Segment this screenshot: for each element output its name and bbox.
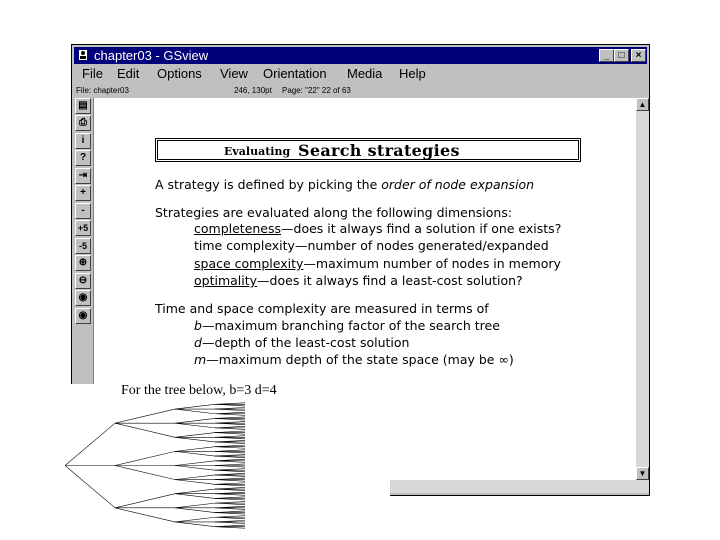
- maximize-button[interactable]: □: [614, 49, 629, 62]
- tree-edge: [175, 447, 215, 452]
- menu-help[interactable]: Help: [399, 66, 426, 81]
- measure-desc: —depth of the least-cost solution: [201, 335, 410, 350]
- slide-title-small: Evaluating: [224, 145, 291, 158]
- left-toolbar: [74, 98, 92, 328]
- status-file: File: chapter03: [76, 86, 129, 95]
- menu-media[interactable]: Media: [347, 66, 383, 81]
- tree-edge: [175, 423, 215, 428]
- tree-edge: [175, 522, 215, 527]
- find-next-icon[interactable]: ◉: [75, 308, 91, 324]
- zoom-out-icon[interactable]: ⊖: [75, 273, 91, 289]
- menu-edit[interactable]: Edit: [117, 66, 140, 81]
- dimension-item: [194, 238, 549, 254]
- tree-edge: [175, 409, 215, 414]
- dimension-desc: —does it always find a solution if one exists?: [281, 221, 562, 236]
- dimension-term: completeness: [194, 221, 282, 236]
- menu-bar: [74, 65, 647, 83]
- dimension-term: optimality: [194, 273, 258, 288]
- gsview-app-icon[interactable]: [77, 49, 89, 61]
- tree-edge: [175, 404, 215, 409]
- tree-edge: [175, 480, 215, 485]
- dimension-item: [194, 256, 561, 272]
- title-bar[interactable]: [74, 47, 647, 64]
- status-line: [76, 85, 646, 97]
- measure-item: [194, 335, 409, 351]
- scroll-up-icon[interactable]: ▲: [636, 98, 649, 111]
- tree-edge: [115, 451, 175, 465]
- tree-caption: For the tree below, b=3 d=4: [121, 383, 277, 398]
- print-icon[interactable]: ⎙: [75, 115, 91, 131]
- tree-edge: [175, 489, 215, 494]
- tree-edge: [65, 466, 115, 508]
- info-icon[interactable]: i: [75, 133, 91, 149]
- scroll-down-icon[interactable]: ▼: [636, 467, 649, 480]
- tree-edge: [115, 494, 175, 508]
- tree-edge: [175, 433, 215, 438]
- dimensions-intro: Strategies are evaluated along the following dimensions:: [155, 205, 513, 220]
- tree-edge: [175, 437, 215, 442]
- dimension-desc: —does it always find a least-cost solution?: [257, 273, 523, 288]
- minimize-button[interactable]: _: [599, 49, 614, 62]
- tree-edge: [115, 423, 175, 437]
- tree-edge: [175, 503, 215, 508]
- menu-options[interactable]: Options: [157, 66, 202, 81]
- measure-symbol: m: [194, 352, 207, 367]
- measure-symbol: b: [194, 318, 202, 333]
- menu-orientation[interactable]: Orientation: [263, 66, 327, 81]
- status-page: Page: "22" 22 of 63: [282, 86, 351, 95]
- node-expansion-term: order of node expansion: [381, 177, 535, 192]
- dimension-item: [194, 221, 561, 237]
- dimension-desc: —maximum number of nodes in memory: [303, 256, 561, 271]
- zoom-in-icon[interactable]: ⊕: [75, 255, 91, 271]
- tree-edge: [175, 475, 215, 480]
- tree-edge: [175, 508, 215, 513]
- dimension-item: [194, 273, 523, 289]
- tree-edge: [175, 461, 215, 466]
- close-button[interactable]: ×: [631, 49, 646, 62]
- vertical-scrollbar[interactable]: [636, 98, 649, 493]
- tree-edge: [175, 494, 215, 499]
- window-title: chapter03 - GSview: [94, 48, 209, 63]
- tree-edge: [175, 466, 215, 471]
- status-coords: 246, 130pt: [234, 86, 272, 95]
- strategy-definition: [155, 177, 534, 193]
- tree-edge: [115, 466, 175, 480]
- skip-forward-icon[interactable]: +5: [75, 220, 91, 236]
- open-icon[interactable]: ▤: [75, 98, 91, 114]
- measure-item: [194, 352, 514, 368]
- dimension-term: space complexity: [194, 256, 304, 271]
- dimension-term: time complexity: [194, 238, 295, 253]
- tree-edge: [115, 409, 175, 423]
- measure-symbol: d: [194, 335, 202, 350]
- tree-edge: [115, 508, 175, 522]
- help-icon[interactable]: ?: [75, 150, 91, 166]
- skip-back-icon[interactable]: -5: [75, 238, 91, 254]
- menu-view[interactable]: View: [220, 66, 248, 81]
- goto-page-icon[interactable]: ⇥: [75, 168, 91, 184]
- measure-desc: —maximum branching factor of the search tree: [201, 318, 500, 333]
- search-tree-diagram: [65, 398, 275, 533]
- find-icon[interactable]: ◉: [75, 290, 91, 306]
- tree-edge: [175, 517, 215, 522]
- tree-edge: [175, 418, 215, 423]
- prev-page-icon[interactable]: -: [75, 203, 91, 219]
- strategy-definition-text: A strategy is defined by picking the: [155, 177, 382, 192]
- dimension-desc: —number of nodes generated/expanded: [294, 238, 549, 253]
- measure-item: [194, 318, 500, 334]
- measure-desc: —maximum depth of the state space (may be ∞): [206, 352, 514, 367]
- slide-title-box: [155, 138, 581, 162]
- menu-file[interactable]: File: [82, 66, 103, 81]
- slide-title-big: Search strategies: [298, 141, 460, 160]
- tree-edge: [65, 423, 115, 465]
- next-page-icon[interactable]: +: [75, 185, 91, 201]
- tree-edge: [175, 451, 215, 456]
- complexity-intro: Time and space complexity are measured in terms of: [155, 301, 489, 316]
